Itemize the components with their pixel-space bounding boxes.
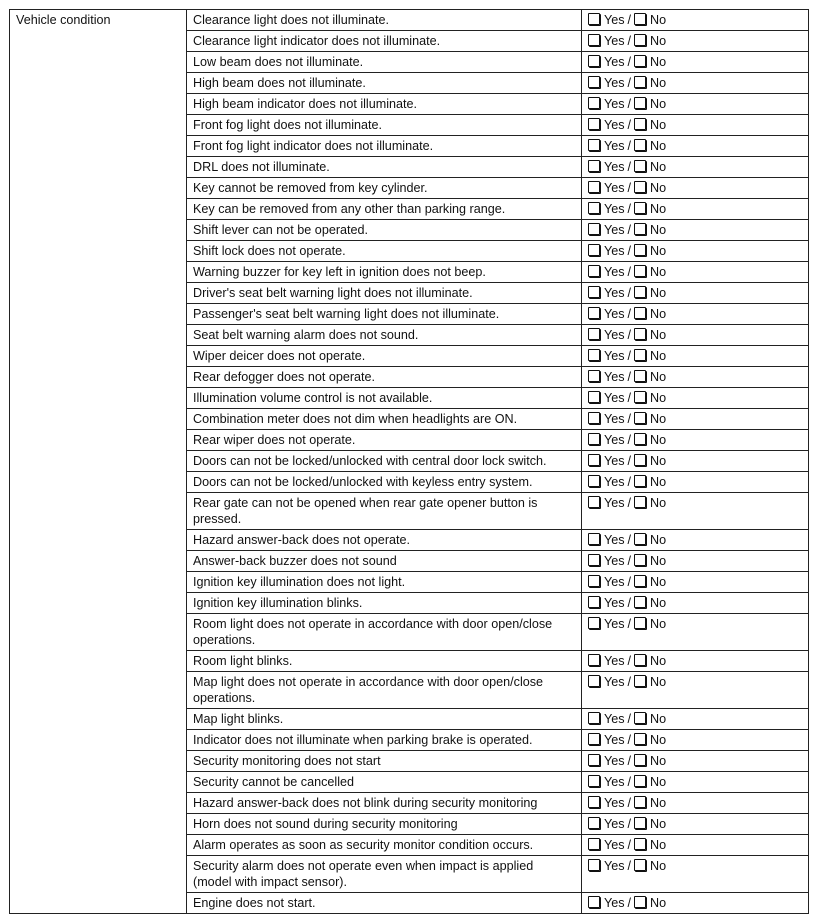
symptom-text: Warning buzzer for key left in ignition does not beep. [187, 262, 582, 283]
yes-no-separator: / [627, 712, 632, 726]
yes-no-separator: / [627, 733, 632, 747]
symptom-text: Seat belt warning alarm does not sound. [187, 325, 582, 346]
no-label: No [650, 817, 667, 831]
symptom-text: Rear gate can not be opened when rear gate opener button is pressed. [187, 493, 582, 530]
symptom-text: Combination meter does not dim when headlights are ON. [187, 409, 582, 430]
no-label: No [650, 328, 667, 342]
yes-no-answer [582, 551, 809, 572]
yes-label: Yes [604, 307, 625, 321]
yes-no-answer [582, 10, 809, 31]
yes-label: Yes [604, 496, 625, 510]
yes-checkbox[interactable] [588, 118, 600, 130]
yes-checkbox[interactable] [588, 307, 600, 319]
yes-no-answer [582, 367, 809, 388]
yes-no-separator: / [627, 896, 632, 910]
no-label: No [650, 391, 667, 405]
no-label: No [650, 370, 667, 384]
yes-label: Yes [604, 370, 625, 384]
yes-no-answer [582, 52, 809, 73]
yes-label: Yes [604, 76, 625, 90]
yes-no-separator: / [627, 328, 632, 342]
yes-label: Yes [604, 617, 625, 631]
yes-no-separator: / [627, 554, 632, 568]
yes-no-answer [582, 283, 809, 304]
yes-no-separator: / [627, 202, 632, 216]
yes-no-answer [582, 241, 809, 262]
no-checkbox[interactable] [634, 817, 646, 829]
yes-no-answer [582, 572, 809, 593]
no-label: No [650, 533, 667, 547]
no-checkbox[interactable] [634, 160, 646, 172]
yes-checkbox[interactable] [588, 55, 600, 67]
yes-label: Yes [604, 859, 625, 873]
symptom-text: Shift lock does not operate. [187, 241, 582, 262]
symptom-text: Ignition key illumination does not light. [187, 572, 582, 593]
yes-label: Yes [604, 139, 625, 153]
no-checkbox[interactable] [634, 118, 646, 130]
yes-no-separator: / [627, 139, 632, 153]
yes-checkbox[interactable] [588, 675, 600, 687]
yes-no-separator: / [627, 796, 632, 810]
symptom-text: Rear wiper does not operate. [187, 430, 582, 451]
symptom-text: Ignition key illumination blinks. [187, 593, 582, 614]
yes-no-answer [582, 835, 809, 856]
no-checkbox[interactable] [634, 76, 646, 88]
symptom-text: Illumination volume control is not available. [187, 388, 582, 409]
no-label: No [650, 796, 667, 810]
yes-checkbox[interactable] [588, 13, 600, 25]
yes-no-answer [582, 31, 809, 52]
yes-checkbox[interactable] [588, 654, 600, 666]
yes-no-separator: / [627, 496, 632, 510]
no-label: No [650, 575, 667, 589]
no-label: No [650, 733, 667, 747]
yes-checkbox[interactable] [588, 554, 600, 566]
yes-checkbox[interactable] [588, 575, 600, 587]
no-label: No [650, 118, 667, 132]
no-checkbox[interactable] [634, 265, 646, 277]
no-checkbox[interactable] [634, 97, 646, 109]
no-label: No [650, 139, 667, 153]
yes-no-answer [582, 409, 809, 430]
yes-checkbox[interactable] [588, 160, 600, 172]
yes-label: Yes [604, 286, 625, 300]
yes-label: Yes [604, 575, 625, 589]
yes-no-separator: / [627, 754, 632, 768]
yes-no-separator: / [627, 454, 632, 468]
yes-label: Yes [604, 654, 625, 668]
no-checkbox[interactable] [634, 475, 646, 487]
yes-label: Yes [604, 391, 625, 405]
yes-checkbox[interactable] [588, 475, 600, 487]
no-label: No [650, 712, 667, 726]
symptom-text: Indicator does not illuminate when parking brake is operated. [187, 730, 582, 751]
yes-no-answer [582, 262, 809, 283]
checklist-row [10, 10, 809, 31]
no-label: No [650, 97, 667, 111]
yes-no-separator: / [627, 118, 632, 132]
no-label: No [650, 433, 667, 447]
symptom-text: Room light does not operate in accordance with door open/close operations. [187, 614, 582, 651]
yes-no-answer [582, 157, 809, 178]
yes-label: Yes [604, 775, 625, 789]
yes-label: Yes [604, 433, 625, 447]
yes-label: Yes [604, 675, 625, 689]
yes-checkbox[interactable] [588, 328, 600, 340]
yes-no-answer [582, 73, 809, 94]
yes-no-answer [582, 346, 809, 367]
yes-checkbox[interactable] [588, 349, 600, 361]
symptom-text: High beam indicator does not illuminate. [187, 94, 582, 115]
yes-no-separator: / [627, 859, 632, 873]
yes-checkbox[interactable] [588, 859, 600, 871]
yes-no-separator: / [627, 223, 632, 237]
yes-checkbox[interactable] [588, 433, 600, 445]
symptom-text: Answer-back buzzer does not sound [187, 551, 582, 572]
symptom-text: Shift lever can not be operated. [187, 220, 582, 241]
yes-no-answer [582, 530, 809, 551]
no-checkbox[interactable] [634, 754, 646, 766]
no-label: No [650, 896, 667, 910]
yes-no-answer [582, 672, 809, 709]
no-label: No [650, 675, 667, 689]
no-label: No [650, 265, 667, 279]
no-label: No [650, 412, 667, 426]
no-checkbox[interactable] [634, 223, 646, 235]
yes-label: Yes [604, 97, 625, 111]
no-checkbox[interactable] [634, 433, 646, 445]
yes-no-answer [582, 751, 809, 772]
yes-no-separator: / [627, 475, 632, 489]
yes-no-answer [582, 772, 809, 793]
yes-label: Yes [604, 533, 625, 547]
yes-label: Yes [604, 160, 625, 174]
yes-no-separator: / [627, 76, 632, 90]
yes-no-separator: / [627, 838, 632, 852]
symptom-text: Key can be removed from any other than parking range. [187, 199, 582, 220]
yes-checkbox[interactable] [588, 265, 600, 277]
yes-checkbox[interactable] [588, 712, 600, 724]
yes-no-separator: / [627, 244, 632, 258]
no-label: No [650, 754, 667, 768]
yes-label: Yes [604, 412, 625, 426]
yes-no-answer [582, 493, 809, 530]
yes-no-separator: / [627, 596, 632, 610]
yes-label: Yes [604, 896, 625, 910]
yes-no-separator: / [627, 533, 632, 547]
yes-no-answer [582, 304, 809, 325]
no-label: No [650, 654, 667, 668]
yes-checkbox[interactable] [588, 412, 600, 424]
no-checkbox[interactable] [634, 775, 646, 787]
yes-label: Yes [604, 118, 625, 132]
symptom-text: DRL does not illuminate. [187, 157, 582, 178]
yes-checkbox[interactable] [588, 596, 600, 608]
no-label: No [650, 859, 667, 873]
yes-label: Yes [604, 454, 625, 468]
yes-no-separator: / [627, 370, 632, 384]
symptom-text: Engine does not start. [187, 893, 582, 914]
yes-label: Yes [604, 223, 625, 237]
symptom-text: Doors can not be locked/unlocked with keyless entry system. [187, 472, 582, 493]
yes-no-answer [582, 814, 809, 835]
no-checkbox[interactable] [634, 13, 646, 25]
symptom-text: High beam does not illuminate. [187, 73, 582, 94]
yes-no-separator: / [627, 817, 632, 831]
yes-no-separator: / [627, 286, 632, 300]
yes-label: Yes [604, 13, 625, 27]
no-label: No [650, 160, 667, 174]
symptom-text: Clearance light indicator does not illuminate. [187, 31, 582, 52]
yes-no-separator: / [627, 775, 632, 789]
yes-no-answer [582, 893, 809, 914]
yes-checkbox[interactable] [588, 181, 600, 193]
no-checkbox[interactable] [634, 139, 646, 151]
yes-no-answer [582, 115, 809, 136]
yes-checkbox[interactable] [588, 370, 600, 382]
no-label: No [650, 286, 667, 300]
yes-label: Yes [604, 55, 625, 69]
yes-checkbox[interactable] [588, 796, 600, 808]
yes-no-separator: / [627, 412, 632, 426]
yes-checkbox[interactable] [588, 754, 600, 766]
yes-label: Yes [604, 244, 625, 258]
yes-no-separator: / [627, 160, 632, 174]
no-label: No [650, 496, 667, 510]
no-label: No [650, 13, 667, 27]
yes-label: Yes [604, 712, 625, 726]
no-checkbox[interactable] [634, 617, 646, 629]
yes-checkbox[interactable] [588, 775, 600, 787]
no-checkbox[interactable] [634, 712, 646, 724]
no-checkbox[interactable] [634, 654, 646, 666]
no-checkbox[interactable] [634, 596, 646, 608]
yes-no-answer [582, 199, 809, 220]
yes-no-separator: / [627, 265, 632, 279]
yes-no-answer [582, 614, 809, 651]
yes-no-answer [582, 178, 809, 199]
no-checkbox[interactable] [634, 412, 646, 424]
no-checkbox[interactable] [634, 349, 646, 361]
symptom-text: Map light does not operate in accordance with door open/close operations. [187, 672, 582, 709]
yes-checkbox[interactable] [588, 391, 600, 403]
no-checkbox[interactable] [634, 733, 646, 745]
no-label: No [650, 617, 667, 631]
yes-no-answer [582, 430, 809, 451]
yes-no-separator: / [627, 181, 632, 195]
no-label: No [650, 775, 667, 789]
yes-checkbox[interactable] [588, 202, 600, 214]
yes-checkbox[interactable] [588, 34, 600, 46]
no-checkbox[interactable] [634, 202, 646, 214]
yes-no-answer [582, 730, 809, 751]
symptom-text: Front fog light does not illuminate. [187, 115, 582, 136]
yes-label: Yes [604, 754, 625, 768]
no-label: No [650, 244, 667, 258]
no-checkbox[interactable] [634, 34, 646, 46]
yes-label: Yes [604, 34, 625, 48]
symptom-text: Driver's seat belt warning light does not illuminate. [187, 283, 582, 304]
yes-no-separator: / [627, 617, 632, 631]
yes-label: Yes [604, 733, 625, 747]
yes-no-answer [582, 325, 809, 346]
no-label: No [650, 307, 667, 321]
symptom-text: Hazard answer-back does not blink during security monitoring [187, 793, 582, 814]
no-label: No [650, 223, 667, 237]
no-checkbox[interactable] [634, 533, 646, 545]
yes-no-answer [582, 651, 809, 672]
yes-checkbox[interactable] [588, 896, 600, 908]
yes-label: Yes [604, 328, 625, 342]
yes-no-answer [582, 793, 809, 814]
yes-label: Yes [604, 202, 625, 216]
no-checkbox[interactable] [634, 307, 646, 319]
symptom-text: Doors can not be locked/unlocked with central door lock switch. [187, 451, 582, 472]
yes-label: Yes [604, 349, 625, 363]
vehicle-condition-checklist [9, 9, 809, 914]
symptom-text: Security cannot be cancelled [187, 772, 582, 793]
symptom-text: Horn does not sound during security monitoring [187, 814, 582, 835]
no-checkbox[interactable] [634, 838, 646, 850]
yes-label: Yes [604, 554, 625, 568]
symptom-text: Wiper deicer does not operate. [187, 346, 582, 367]
yes-no-separator: / [627, 433, 632, 447]
yes-no-separator: / [627, 575, 632, 589]
symptom-text: Clearance light does not illuminate. [187, 10, 582, 31]
yes-checkbox[interactable] [588, 223, 600, 235]
yes-label: Yes [604, 475, 625, 489]
yes-no-separator: / [627, 391, 632, 405]
yes-label: Yes [604, 181, 625, 195]
yes-no-answer [582, 472, 809, 493]
yes-no-separator: / [627, 654, 632, 668]
yes-no-separator: / [627, 97, 632, 111]
yes-no-answer [582, 451, 809, 472]
no-checkbox[interactable] [634, 554, 646, 566]
no-checkbox[interactable] [634, 328, 646, 340]
no-label: No [650, 838, 667, 852]
yes-label: Yes [604, 596, 625, 610]
yes-no-answer [582, 136, 809, 157]
yes-checkbox[interactable] [588, 617, 600, 629]
symptom-text: Security alarm does not operate even when impact is applied (model with impact sensor). [187, 856, 582, 893]
yes-checkbox[interactable] [588, 139, 600, 151]
yes-checkbox[interactable] [588, 733, 600, 745]
yes-checkbox[interactable] [588, 244, 600, 256]
symptom-text: Front fog light indicator does not illuminate. [187, 136, 582, 157]
yes-no-separator: / [627, 307, 632, 321]
symptom-text: Passenger's seat belt warning light does not illuminate. [187, 304, 582, 325]
no-checkbox[interactable] [634, 675, 646, 687]
no-label: No [650, 76, 667, 90]
no-checkbox[interactable] [634, 286, 646, 298]
yes-label: Yes [604, 817, 625, 831]
no-label: No [650, 454, 667, 468]
yes-label: Yes [604, 265, 625, 279]
no-label: No [650, 596, 667, 610]
yes-no-separator: / [627, 349, 632, 363]
yes-label: Yes [604, 838, 625, 852]
symptom-text: Room light blinks. [187, 651, 582, 672]
no-label: No [650, 349, 667, 363]
symptom-text: Alarm operates as soon as security monitor condition occurs. [187, 835, 582, 856]
yes-checkbox[interactable] [588, 97, 600, 109]
no-checkbox[interactable] [634, 796, 646, 808]
no-checkbox[interactable] [634, 896, 646, 908]
yes-no-answer [582, 709, 809, 730]
yes-no-answer [582, 94, 809, 115]
no-label: No [650, 202, 667, 216]
symptom-text: Map light blinks. [187, 709, 582, 730]
yes-checkbox[interactable] [588, 496, 600, 508]
no-label: No [650, 554, 667, 568]
yes-no-answer [582, 856, 809, 893]
no-checkbox[interactable] [634, 575, 646, 587]
yes-no-separator: / [627, 55, 632, 69]
no-label: No [650, 475, 667, 489]
no-checkbox[interactable] [634, 859, 646, 871]
section-label: Vehicle condition [10, 10, 187, 914]
yes-label: Yes [604, 796, 625, 810]
yes-no-separator: / [627, 13, 632, 27]
no-checkbox[interactable] [634, 496, 646, 508]
yes-no-answer [582, 593, 809, 614]
yes-checkbox[interactable] [588, 533, 600, 545]
yes-no-answer [582, 220, 809, 241]
no-label: No [650, 181, 667, 195]
yes-no-answer [582, 388, 809, 409]
symptom-text: Low beam does not illuminate. [187, 52, 582, 73]
symptom-text: Rear defogger does not operate. [187, 367, 582, 388]
yes-checkbox[interactable] [588, 817, 600, 829]
no-checkbox[interactable] [634, 181, 646, 193]
yes-checkbox[interactable] [588, 76, 600, 88]
yes-no-separator: / [627, 675, 632, 689]
yes-checkbox[interactable] [588, 838, 600, 850]
symptom-text: Hazard answer-back does not operate. [187, 530, 582, 551]
no-checkbox[interactable] [634, 454, 646, 466]
no-label: No [650, 55, 667, 69]
no-checkbox[interactable] [634, 244, 646, 256]
no-label: No [650, 34, 667, 48]
checklist-body [10, 10, 809, 914]
yes-checkbox[interactable] [588, 454, 600, 466]
yes-checkbox[interactable] [588, 286, 600, 298]
symptom-text: Security monitoring does not start [187, 751, 582, 772]
no-checkbox[interactable] [634, 391, 646, 403]
no-checkbox[interactable] [634, 55, 646, 67]
yes-no-separator: / [627, 34, 632, 48]
no-checkbox[interactable] [634, 370, 646, 382]
symptom-text: Key cannot be removed from key cylinder. [187, 178, 582, 199]
